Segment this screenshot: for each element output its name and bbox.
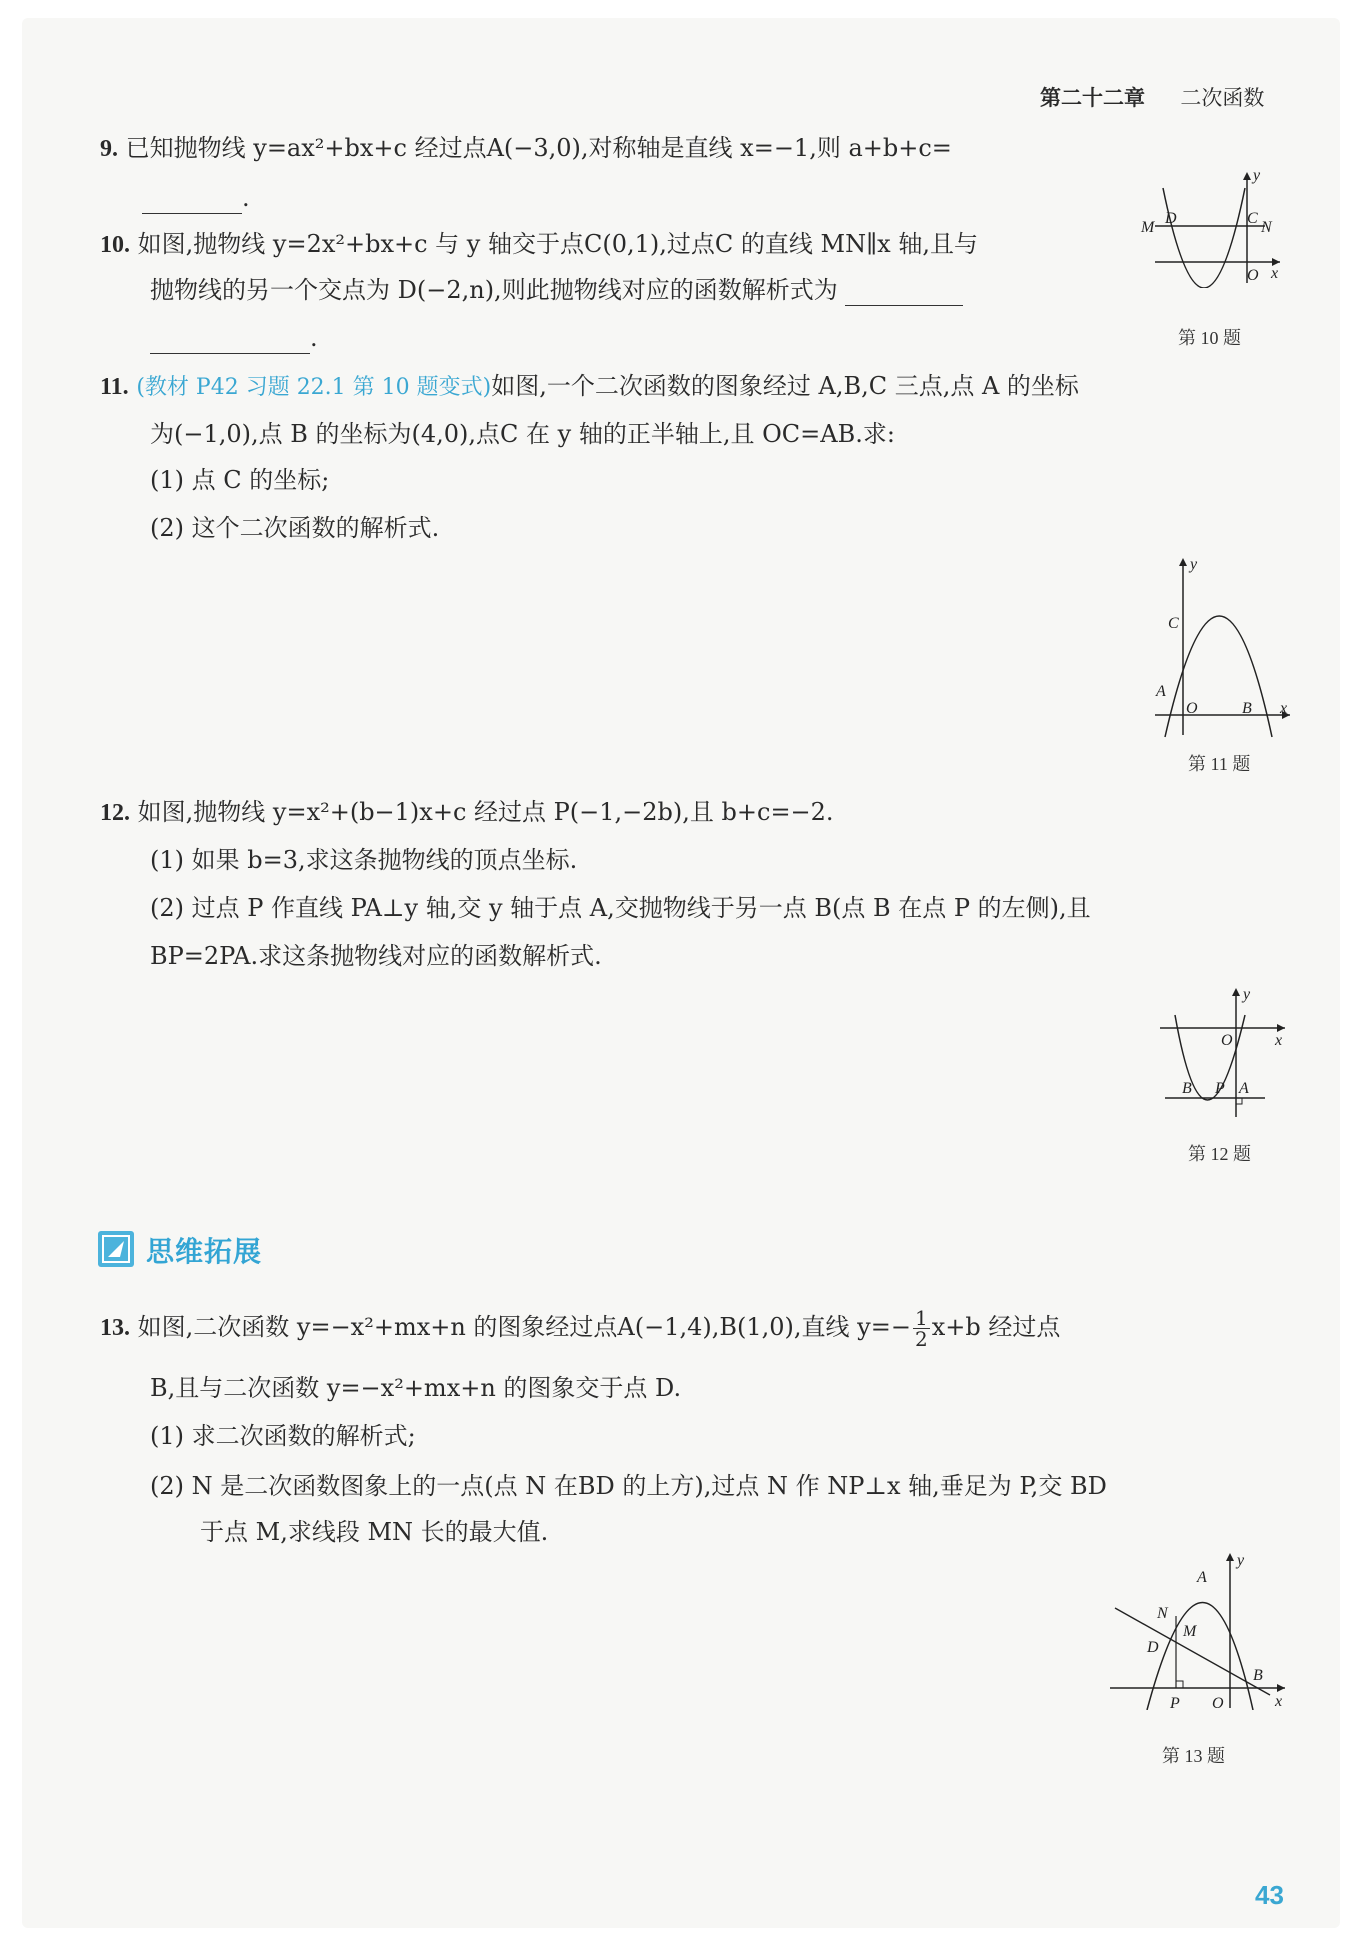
problem-number: 12. bbox=[100, 800, 130, 826]
right-angle-mark bbox=[1176, 1681, 1183, 1688]
chapter-title: 第二十二章 bbox=[1040, 86, 1145, 110]
label-y: y bbox=[1253, 168, 1261, 184]
sub-question-2: (2) N 是二次函数图象上的一点(点 N 在BD 的上方),过点 N 作 NP⊥x 轴,垂足为 P,交 BD bbox=[150, 1472, 1107, 1500]
answer-blank[interactable] bbox=[142, 187, 242, 214]
problem-text: 如图,二次函数 y=−x²+mx+n 的图象经过点A(−1,4),B(1,0),直线 y=− bbox=[137, 1313, 911, 1341]
problem-text: 已知抛物线 y=ax²+bx+c 经过点A(−3,0),对称轴是直线 x=−1,则 a+b+c= bbox=[125, 134, 952, 162]
answer-blank[interactable] bbox=[845, 279, 963, 306]
label-y: y bbox=[1237, 1552, 1245, 1569]
page-number: 43 bbox=[1255, 1880, 1284, 1910]
problem-number: 11. bbox=[100, 374, 129, 400]
parabola bbox=[1163, 188, 1245, 288]
label-P: P bbox=[1215, 1080, 1225, 1097]
problem-9 bbox=[100, 132, 952, 165]
parabola bbox=[1165, 616, 1272, 737]
period: . bbox=[242, 184, 250, 212]
figure-caption: 第 11 题 bbox=[1188, 754, 1251, 774]
label-x: x bbox=[1275, 1693, 1283, 1710]
problem-text: 抛物线的另一个交点为 D(−2,n),则此抛物线对应的函数解析式为 bbox=[150, 276, 838, 304]
label-C: C bbox=[1247, 210, 1258, 227]
label-x: x bbox=[1280, 700, 1288, 717]
label-M: M bbox=[1183, 1623, 1197, 1640]
sub-question-1: (1) 如果 b=3,求这条抛物线的顶点坐标. bbox=[150, 846, 578, 874]
period: . bbox=[310, 324, 318, 352]
sub-question-2-cont: BP=2PA.求这条抛物线对应的函数解析式. bbox=[150, 942, 602, 970]
figure-13 bbox=[1105, 1550, 1290, 1710]
problem-11 bbox=[100, 370, 1079, 404]
problem-text: 如图,抛物线 y=2x²+bx+c 与 y 轴交于点C(0,1),过点C 的直线 MN∥x 轴,且与 bbox=[137, 230, 978, 258]
fraction-numerator: 1 bbox=[914, 1306, 928, 1330]
label-D: D bbox=[1165, 210, 1177, 227]
problem-10-line3 bbox=[150, 322, 318, 354]
figure-caption: 第 13 题 bbox=[1162, 1746, 1225, 1766]
label-C: C bbox=[1168, 615, 1179, 632]
problem-number: 9. bbox=[100, 136, 118, 162]
label-A: A bbox=[1197, 1569, 1207, 1586]
label-A: A bbox=[1156, 683, 1166, 700]
chapter-header bbox=[1040, 82, 1264, 112]
figure-12 bbox=[1155, 985, 1295, 1120]
answer-blank[interactable] bbox=[150, 327, 310, 354]
label-P: P bbox=[1170, 1695, 1180, 1710]
figure-caption: 第 10 题 bbox=[1178, 328, 1241, 348]
problem-11-line2: 为(−1,0),点 B 的坐标为(4,0),点C 在 y 轴的正半轴上,且 OC=AB.求: bbox=[150, 420, 895, 448]
label-N: N bbox=[1157, 1605, 1168, 1622]
label-x: x bbox=[1275, 1032, 1283, 1049]
sub-question-2: (2) 过点 P 作直线 PA⊥y 轴,交 y 轴于点 A,交抛物线于另一点 B(点 B 在点 P 的左侧),且 bbox=[150, 894, 1091, 922]
problem-10-line2 bbox=[150, 274, 963, 306]
extension-icon bbox=[98, 1231, 134, 1267]
fraction-denominator: 2 bbox=[914, 1327, 928, 1351]
label-O: O bbox=[1221, 1032, 1233, 1049]
fraction-one-half bbox=[913, 1308, 930, 1349]
problem-13-line2: B,且与二次函数 y=−x²+mx+n 的图象交于点 D. bbox=[150, 1374, 682, 1402]
label-B: B bbox=[1253, 1667, 1263, 1684]
label-y: y bbox=[1190, 556, 1198, 573]
line-BD bbox=[1115, 1608, 1270, 1695]
problem-number: 13. bbox=[100, 1315, 130, 1341]
label-D: D bbox=[1147, 1639, 1159, 1656]
label-B: B bbox=[1242, 700, 1252, 717]
problem-number: 10. bbox=[100, 232, 130, 258]
textbook-source: (教材 P42 习题 22.1 第 10 题变式) bbox=[136, 375, 492, 400]
label-A: A bbox=[1239, 1080, 1249, 1097]
figure-10 bbox=[1135, 168, 1285, 288]
sub-question-1: (1) 求二次函数的解析式; bbox=[150, 1422, 416, 1450]
label-O: O bbox=[1212, 1695, 1224, 1710]
chapter-topic: 二次函数 bbox=[1180, 86, 1265, 110]
sub-question-1: (1) 点 C 的坐标; bbox=[150, 466, 330, 494]
sub-question-2-cont: 于点 M,求线段 MN 长的最大值. bbox=[200, 1518, 549, 1546]
label-M: M bbox=[1141, 219, 1155, 236]
sub-question-2: (2) 这个二次函数的解析式. bbox=[150, 514, 440, 542]
label-B: B bbox=[1182, 1080, 1192, 1097]
label-N: N bbox=[1261, 219, 1272, 236]
label-O: O bbox=[1247, 267, 1259, 284]
problem-9-answer-line bbox=[142, 182, 250, 214]
label-O: O bbox=[1186, 700, 1198, 717]
problem-text: 如图,一个二次函数的图象经过 A,B,C 三点,点 A 的坐标 bbox=[491, 372, 1079, 400]
right-angle-mark bbox=[1236, 1098, 1242, 1104]
label-y: y bbox=[1243, 986, 1251, 1003]
figure-11 bbox=[1150, 555, 1300, 740]
problem-10 bbox=[100, 228, 978, 261]
problem-12 bbox=[100, 796, 834, 829]
section-title: 思维拓展 bbox=[146, 1235, 263, 1268]
problem-13 bbox=[100, 1308, 1060, 1349]
label-x: x bbox=[1271, 265, 1279, 282]
problem-text: x+b 经过点 bbox=[931, 1313, 1061, 1341]
problem-text: 如图,抛物线 y=x²+(b−1)x+c 经过点 P(−1,−2b),且 b+c=−2. bbox=[137, 798, 834, 826]
figure-caption: 第 12 题 bbox=[1188, 1144, 1251, 1164]
